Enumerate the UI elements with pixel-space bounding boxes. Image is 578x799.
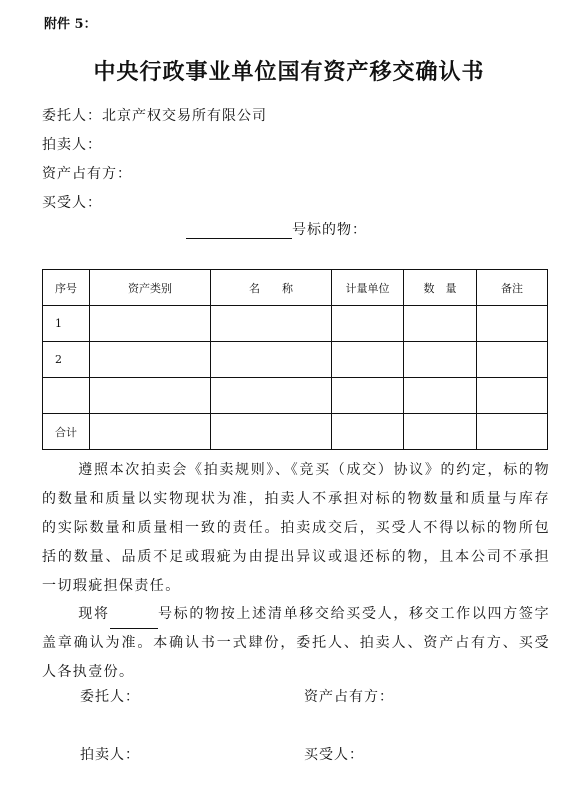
table-total-row bbox=[43, 414, 548, 450]
cell-asset-category bbox=[90, 414, 211, 450]
entrustor-field: 委托人：北京产权交易所有限公司 bbox=[42, 108, 267, 124]
cell-asset-category bbox=[90, 378, 211, 414]
document-title: 中央行政事业单位国有资产移交确认书 bbox=[93, 59, 485, 85]
owner-field: 资产占有方： bbox=[42, 166, 132, 182]
lot-line bbox=[186, 219, 367, 239]
cell-remarks bbox=[477, 342, 548, 378]
attachment-label: 附件 5： bbox=[44, 17, 97, 32]
cell-unit bbox=[332, 306, 404, 342]
cell-name bbox=[211, 378, 332, 414]
cell-serial bbox=[43, 378, 90, 414]
terms-text: 遵照本次拍卖会《拍卖规则》、《竞买（成交）协议》的约定，标的物的数量和质量以实物现状为准，拍卖人不承担对标的物数量和质量与库存的实际数量和质量相一致的责任。拍卖成交后，买受人不得以标的物所包括的数量、品质不足或瑕疵为由提出异议或退还标的物，且本公司不承担一切瑕疵担保责任。 bbox=[42, 462, 550, 594]
header-remarks: 备注 bbox=[477, 270, 548, 306]
cell-quantity bbox=[404, 378, 477, 414]
cell-name bbox=[211, 414, 332, 450]
cell-quantity bbox=[404, 342, 477, 378]
cell-total-label: 合计 bbox=[43, 414, 90, 450]
header-serial: 序号 bbox=[43, 270, 90, 306]
auctioneer-field: 拍卖人： bbox=[42, 137, 102, 153]
cell-quantity bbox=[404, 414, 477, 450]
header-unit: 计量单位 bbox=[332, 270, 404, 306]
cell-serial: 1 bbox=[43, 306, 90, 342]
header-quantity: 数 量 bbox=[404, 270, 477, 306]
table-row bbox=[43, 342, 548, 378]
terms-paragraph bbox=[42, 456, 550, 601]
asset-list-table bbox=[42, 269, 548, 450]
cell-serial: 2 bbox=[43, 342, 90, 378]
handover-text: 号标的物按上述清单移交给买受人，移交工作以四方签字盖章确认为准。本确认书一式肆份，委托人、拍卖人、资产占有方、买受人各执壹份。 bbox=[42, 606, 550, 680]
buyer-field: 买受人： bbox=[42, 195, 102, 211]
header-asset-category: 资产类别 bbox=[90, 270, 211, 306]
handover-prefix: 现将 bbox=[78, 606, 110, 622]
header-name: 名 称 bbox=[211, 270, 332, 306]
cell-name bbox=[211, 342, 332, 378]
cell-remarks bbox=[477, 306, 548, 342]
cell-unit bbox=[332, 378, 404, 414]
cell-remarks bbox=[477, 378, 548, 414]
table-row bbox=[43, 378, 548, 414]
cell-name bbox=[211, 306, 332, 342]
cell-unit bbox=[332, 342, 404, 378]
cell-asset-category bbox=[90, 342, 211, 378]
lot-suffix: 号标的物： bbox=[292, 222, 367, 238]
signature-buyer: 买受人： bbox=[304, 747, 364, 763]
cell-quantity bbox=[404, 306, 477, 342]
lot-number-blank[interactable] bbox=[186, 223, 292, 239]
handover-paragraph bbox=[42, 600, 550, 687]
cell-asset-category bbox=[90, 306, 211, 342]
cell-remarks bbox=[477, 414, 548, 450]
table-row bbox=[43, 306, 548, 342]
lot-number-blank-2[interactable] bbox=[110, 613, 158, 629]
signature-owner: 资产占有方： bbox=[304, 689, 394, 705]
cell-unit bbox=[332, 414, 404, 450]
signature-entrustor: 委托人： bbox=[80, 689, 140, 705]
table-header-row bbox=[43, 270, 548, 306]
signature-auctioneer: 拍卖人： bbox=[80, 747, 140, 763]
